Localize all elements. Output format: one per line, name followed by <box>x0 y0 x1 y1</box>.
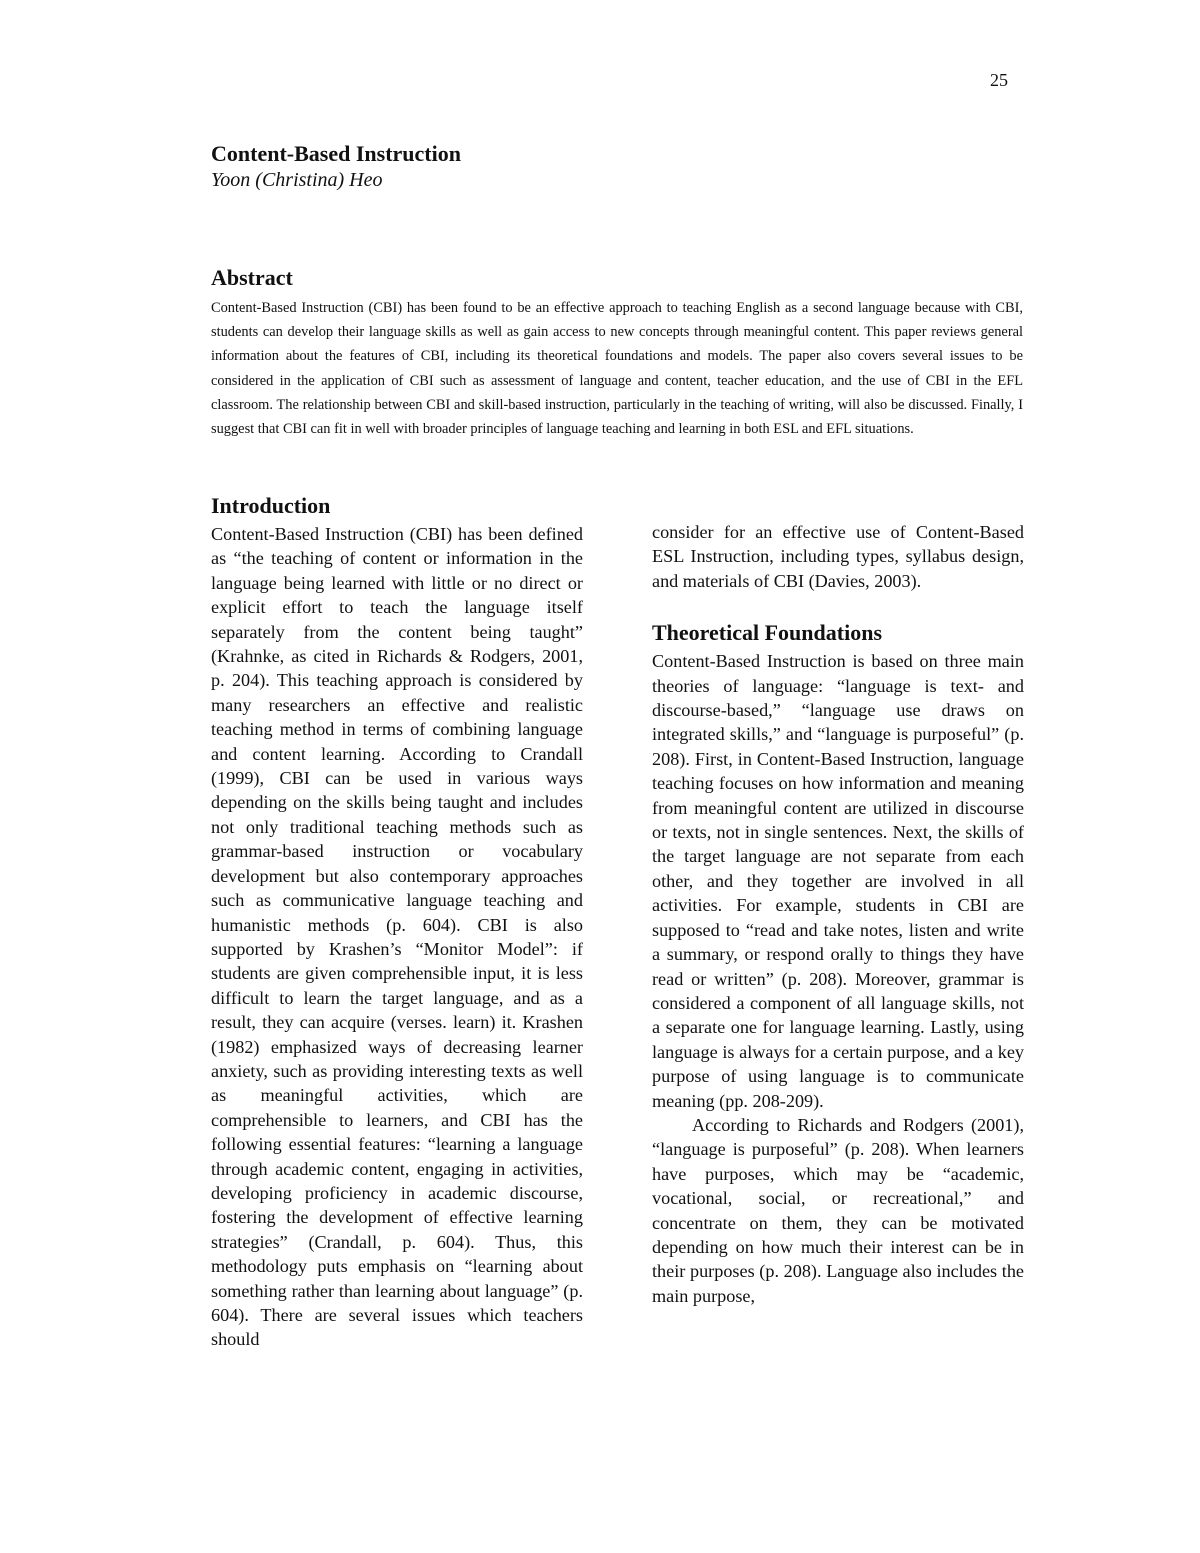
introduction-heading: Introduction <box>211 493 331 518</box>
paper-title: Content-Based Instruction <box>211 141 461 166</box>
left-column <box>211 492 583 1352</box>
page-number: 25 <box>990 70 1008 90</box>
introduction-paragraph: Content-Based Instruction (CBI) has been defined as “the teaching of content or information in the language being learned with little or no direct or explicit effort to teach the language itself separately from the content being taught” (Krahnke, as cited in Richards & Rodgers, 2001, p. 204). This teaching approach is considered by many researchers an effective and realistic teaching method in terms of combining language and content learning. According to Crandall (1999), CBI can be used in various ways depending on the skills being taught and includes not only traditional teaching methods such as grammar-based instruction or vocabulary development but also contemporary approaches such as communicative language teaching and humanistic methods (p. 604). CBI is also supported by Krashen’s “Monitor Model”: if students are given comprehensible input, it is less difficult to learn the target language, and as a result, they can acquire (verses. learn) it. Krashen (1982) emphasized ways of decreasing learner anxiety, such as providing interesting texts as well as meaningful activities, which are comprehensible to learners, and CBI has the following essential features: “learning a language through academic content, engaging in activities, developing proficiency in academic discourse, fostering the development of effective learning strategies” (Crandall, p. 604). Thus, this methodology puts emphasis on “learning about something rather than learning about language” (p. 604). There are several issues which teachers should <box>211 524 583 1350</box>
author-name: Yoon (Christina) Heo <box>211 169 383 191</box>
abstract-heading: Abstract <box>211 265 293 290</box>
abstract-text: Content-Based Instruction (CBI) has been found to be an effective approach to teaching English as a second language because with CBI, students can develop their language skills as well as gain access to new concepts through meaningful content. This paper reviews general information about the features of CBI, including its theoretical foundations and models. The paper also covers several issues to be considered in the application of CBI such as assessment of language and content, teacher education, and the use of CBI in the EFL classroom. The relationship between CBI and skill-based instruction, particularly in the teaching of writing, will also be discussed. Finally, I suggest that CBI can fit in well with broader principles of language teaching and learning in both ESL and EFL situations. <box>211 300 1023 438</box>
introduction-continuation: consider for an effective use of Content-Based ESL Instruction, including types, syllabus design, and materials of CBI (Davies, 2003). <box>652 522 1024 591</box>
theoretical-paragraph-2: According to Richards and Rodgers (2001), “language is purposeful” (p. 208). When learners have purposes, which may be “academic, vocational, social, or recreational,” and concentrate on them, they can be motivated depending on how much their interest can be in their purposes (p. 208). Language also includes the main purpose, <box>652 1114 1024 1306</box>
right-column <box>652 520 1024 1308</box>
theoretical-foundations-heading: Theoretical Foundations <box>652 620 883 646</box>
theoretical-paragraph-1: Content-Based Instruction is based on three main theories of language: “language is text- and discourse-based,” “language use draws on integrated skills,” and “language is purposeful” (p. 208). First, in Content-Based Instruction, language teaching focuses on how information and meaning from meaningful content are utilized in discourse or texts, not in single sentences. Next, the skills of the target language are not separate from each other, and they together are involved in all activities. For example, students in CBI are supposed to “read and take notes, listen and write a summary, or respond orally to things they have read or written” (p. 208). Moreover, grammar is considered a component of all language skills, not a separate one for language learning. Lastly, using language is always for a certain purpose, and a key purpose of using language is to communicate meaning (pp. 208-209). <box>652 651 1024 1111</box>
